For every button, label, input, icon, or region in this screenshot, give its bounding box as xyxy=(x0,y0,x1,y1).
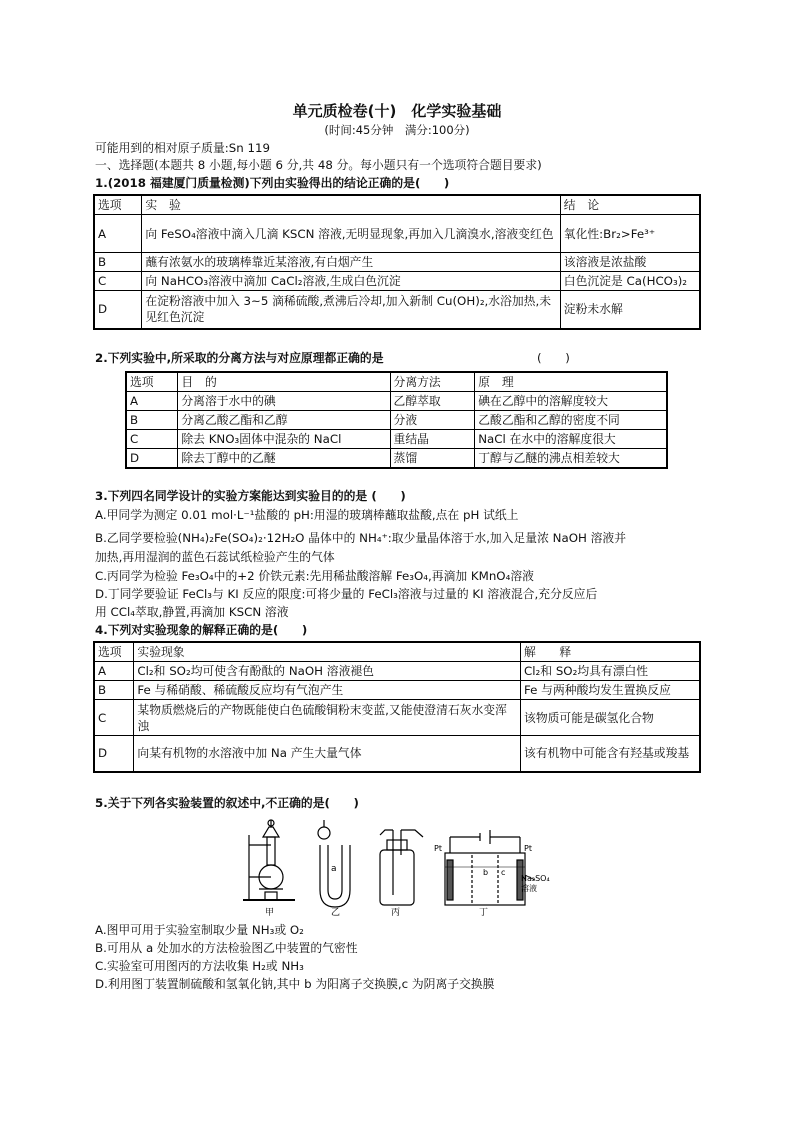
conclusion-cell: 氧化性:Br₂>Fe³⁺ xyxy=(560,215,700,253)
option-cell: C xyxy=(94,700,134,736)
option-cell: C xyxy=(94,272,142,291)
q3-option: B.乙同学要检验(NH₄)₂Fe(SO₄)₂·12H₂O 晶体中的 NH₄⁺:取少量晶体溶于水,加入足量浓 NaOH 溶液并 xyxy=(95,531,626,545)
q4-stem: 4.下列对实验现象的解释正确的是( ) xyxy=(95,623,308,637)
table-header-cell: 实 验 xyxy=(142,195,560,215)
experiment-cell: 在淀粉溶液中加入 3~5 滴稀硫酸,煮沸后冷却,加入新制 Cu(OH)₂,水浴加热,未见红色沉淀 xyxy=(142,291,560,329)
principle-cell: 乙酸乙酯和乙醇的密度不同 xyxy=(475,411,667,430)
table-row xyxy=(94,662,700,681)
option-cell: B xyxy=(94,253,142,272)
table-header-cell: 选项 xyxy=(126,372,178,392)
q4-table xyxy=(93,641,701,773)
table-header-cell: 结 论 xyxy=(560,195,700,215)
goal-cell: 除去丁醇中的乙醚 xyxy=(178,449,390,469)
table-header-cell: 目 的 xyxy=(178,372,390,392)
goal-cell: 分离溶于水中的碘 xyxy=(178,392,390,411)
phenomenon-cell: 某物质燃烧后的产物既能使白色硫酸铜粉末变蓝,又能使澄清石灰水变浑浊 xyxy=(134,700,521,736)
phenomenon-cell: 向某有机物的水溶液中加 Na 产生大量气体 xyxy=(134,736,521,772)
option-cell: B xyxy=(94,681,134,700)
fig-label-jia: 甲 xyxy=(265,908,275,918)
fig-label-solution: 溶液 xyxy=(521,884,537,893)
q3-option: C.丙同学为检验 Fe₃O₄中的+2 价铁元素:先用稀盐酸溶解 Fe₃O₄,再滴加 KMnO₄溶液 xyxy=(95,569,534,583)
table-header-cell: 分离方法 xyxy=(390,372,475,392)
experiment-cell: 向 FeSO₄溶液中滴入几滴 KSCN 溶液,无明显现象,再加入几滴溴水,溶液变红色 xyxy=(142,215,560,253)
table-row xyxy=(94,736,700,772)
q5-option: A.图甲可用于实验室制取少量 NH₃或 O₂ xyxy=(95,923,304,937)
fig-label-ding: 丁 xyxy=(479,908,489,918)
table-header-row xyxy=(94,195,700,215)
table-header-cell: 解 释 xyxy=(521,642,700,662)
option-cell: D xyxy=(94,736,134,772)
q2-table xyxy=(125,371,668,469)
explanation-cell: 该物质可能是碳氢化合物 xyxy=(521,700,700,736)
option-cell: A xyxy=(94,662,134,681)
phenomenon-cell: Cl₂和 SO₂均可使含有酚酞的 NaOH 溶液褪色 xyxy=(134,662,521,681)
table-header-cell: 原 理 xyxy=(475,372,667,392)
atomic-mass-note: 可能用到的相对原子质量:Sn 119 xyxy=(95,141,270,155)
option-cell: C xyxy=(126,430,178,449)
conclusion-cell: 淀粉未水解 xyxy=(560,291,700,329)
q3-option-continued: 加热,再用湿润的蓝色石蕊试纸检验产生的气体 xyxy=(95,550,335,564)
fig-label-pt-right: Pt xyxy=(524,844,532,853)
table-header-cell: 实验现象 xyxy=(134,642,521,662)
q3-option: D.丁同学要验证 FeCl₃与 KI 反应的限度:可将少量的 FeCl₃溶液与过量的 KI 溶液混合,充分反应后 xyxy=(95,587,598,601)
option-cell: D xyxy=(94,291,142,329)
q5-stem: 5.关于下列各实验装置的叙述中,不正确的是( ) xyxy=(95,796,359,810)
table-row xyxy=(126,430,667,449)
fig-label-pt-left: Pt xyxy=(434,844,442,853)
experiment-cell: 蘸有浓氨水的玻璃棒靠近某溶液,有白烟产生 xyxy=(142,253,560,272)
experiment-cell: 向 NaHCO₃溶液中滴加 CaCl₂溶液,生成白色沉淀 xyxy=(142,272,560,291)
option-cell: A xyxy=(94,215,142,253)
conclusion-cell: 白色沉淀是 Ca(HCO₃)₂ xyxy=(560,272,700,291)
section-heading: 一、选择题(本题共 8 小题,每小题 6 分,共 48 分。每小题只有一个选项符合题目要求) xyxy=(95,158,542,172)
apparatus-figure xyxy=(235,815,575,920)
fig-label-a: a xyxy=(331,864,337,874)
method-cell: 重结晶 xyxy=(390,430,475,449)
q5-option: D.利用图丁装置制硫酸和氢氧化钠,其中 b 为阳离子交换膜,c 为阴离子交换膜 xyxy=(95,977,495,991)
conclusion-cell: 该溶液是浓盐酸 xyxy=(560,253,700,272)
q2-stem: 2.下列实验中,所采取的分离方法与对应原理都正确的是 xyxy=(95,351,384,365)
q3-option: A.甲同学为测定 0.01 mol·L⁻¹盐酸的 pH:用湿的玻璃棒蘸取盐酸,点在 pH 试纸上 xyxy=(95,508,519,522)
fig-label-b: b xyxy=(483,868,489,877)
q2-answer-paren: ( ) xyxy=(537,351,570,365)
fig-label-bing: 丙 xyxy=(391,908,401,918)
table-header-row xyxy=(126,372,667,392)
table-header-cell: 选项 xyxy=(94,195,142,215)
phenomenon-cell: Fe 与稀硝酸、稀硫酸反应均有气泡产生 xyxy=(134,681,521,700)
table-row xyxy=(94,215,700,253)
table-row xyxy=(94,272,700,291)
table-row xyxy=(94,700,700,736)
explanation-cell: 该有机物中可能含有羟基或羧基 xyxy=(521,736,700,772)
explanation-cell: Fe 与两种酸均发生置换反应 xyxy=(521,681,700,700)
q5-option: C.实验室可用图丙的方法收集 H₂或 NH₃ xyxy=(95,959,304,973)
table-row xyxy=(126,392,667,411)
option-cell: A xyxy=(126,392,178,411)
q3-option-continued: 用 CCl₄萃取,静置,再滴加 KSCN 溶液 xyxy=(95,605,289,619)
table-row xyxy=(126,449,667,469)
q1-stem: 1.(2018 福建厦门质量检测)下列由实验得出的结论正确的是( ) xyxy=(95,176,450,190)
table-header-row xyxy=(94,642,700,662)
method-cell: 乙醇萃取 xyxy=(390,392,475,411)
page-subtitle: (时间:45分钟 满分:100分) xyxy=(324,123,470,137)
explanation-cell: Cl₂和 SO₂均具有漂白性 xyxy=(521,662,700,681)
table-header-cell: 选项 xyxy=(94,642,134,662)
table-row xyxy=(126,411,667,430)
table-row xyxy=(94,291,700,329)
fig-label-c: c xyxy=(501,868,506,877)
table-row xyxy=(94,681,700,700)
principle-cell: 碘在乙醇中的溶解度较大 xyxy=(475,392,667,411)
q3-stem: 3.下列四名同学设计的实验方案能达到实验目的的是 ( ) xyxy=(95,489,406,503)
option-cell: B xyxy=(126,411,178,430)
apparatus-diagram xyxy=(235,815,575,920)
goal-cell: 分离乙酸乙酯和乙醇 xyxy=(178,411,390,430)
q5-option: B.可用从 a 处加水的方法检验图乙中装置的气密性 xyxy=(95,941,358,955)
principle-cell: NaCl 在水中的溶解度很大 xyxy=(475,430,667,449)
method-cell: 分液 xyxy=(390,411,475,430)
method-cell: 蒸馏 xyxy=(390,449,475,469)
fig-label-yi: 乙 xyxy=(331,908,341,918)
table-row xyxy=(94,253,700,272)
goal-cell: 除去 KNO₃固体中混杂的 NaCl xyxy=(178,430,390,449)
fig-label-na2so4: Na₂SO₄ xyxy=(521,874,550,883)
page-title: 单元质检卷(十) 化学实验基础 xyxy=(292,102,502,120)
option-cell: D xyxy=(126,449,178,469)
principle-cell: 丁醇与乙醚的沸点相差较大 xyxy=(475,449,667,469)
q1-table xyxy=(93,194,701,330)
